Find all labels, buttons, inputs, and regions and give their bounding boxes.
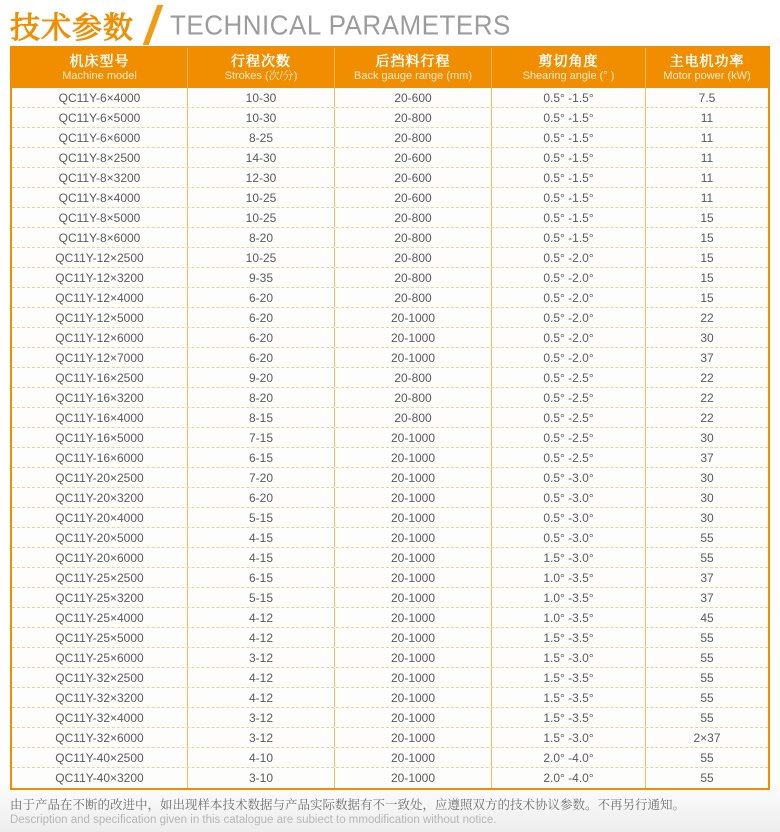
table-row: [12, 728, 768, 748]
cell-model: QC11Y-6×4000: [12, 88, 188, 107]
cell-strokes: 6-15: [188, 448, 335, 467]
cell-model: QC11Y-12×5000: [12, 308, 188, 327]
cell-model: QC11Y-8×4000: [12, 188, 188, 207]
cell-shearing-angle: 1.0° -3.5°: [492, 608, 646, 627]
cell-strokes: 6-20: [188, 488, 335, 507]
cell-back-gauge-range: 20-1000: [335, 628, 492, 647]
table-row: [12, 448, 768, 468]
cell-model: QC11Y-32×6000: [12, 728, 188, 747]
column-header-en: Strokes (次/分): [224, 70, 298, 82]
cell-strokes: 4-12: [188, 628, 335, 647]
cell-strokes: 12-30: [188, 168, 335, 187]
table-row: [12, 708, 768, 728]
cell-back-gauge-range: 20-1000: [335, 548, 492, 567]
table-row: [12, 608, 768, 628]
cell-shearing-angle: 2.0° -4.0°: [492, 748, 646, 767]
cell-strokes: 8-20: [188, 388, 335, 407]
table-row: [12, 408, 768, 428]
page-title-english: TECHNICAL PARAMETERS: [170, 8, 511, 41]
cell-back-gauge-range: 20-800: [335, 268, 492, 287]
cell-shearing-angle: 0.5° -3.0°: [492, 488, 646, 507]
cell-motor-power: 37: [700, 570, 714, 585]
cell-motor-power: 2×37: [693, 730, 721, 745]
column-header-zh: 机床型号: [69, 53, 130, 69]
cell-strokes: 6-20: [188, 308, 335, 327]
cell-model: QC11Y-8×2500: [12, 148, 188, 167]
table-row: [12, 128, 768, 148]
cell-strokes: 10-25: [188, 248, 335, 267]
cell-back-gauge-range: 20-1000: [335, 328, 492, 347]
cell-model: QC11Y-40×2500: [12, 748, 188, 767]
cell-model: QC11Y-25×4000: [12, 608, 188, 627]
page-title: [0, 0, 780, 46]
cell-shearing-angle: 1.5° -3.0°: [492, 728, 646, 747]
table-row: [12, 248, 768, 268]
cell-motor-power: 55: [700, 710, 714, 725]
cell-back-gauge-range: 20-1000: [335, 468, 492, 487]
cell-back-gauge-range: 20-1000: [335, 488, 492, 507]
column-header-en: Motor power (kW): [663, 70, 751, 82]
cell-strokes: 14-30: [188, 148, 335, 167]
cell-shearing-angle: 0.5° -2.0°: [492, 288, 646, 307]
cell-motor-power: 11: [700, 190, 714, 205]
cell-model: QC11Y-6×5000: [12, 108, 188, 127]
cell-motor-power: 30: [700, 330, 714, 345]
table-row: [12, 348, 768, 368]
cell-model: QC11Y-12×2500: [12, 248, 188, 267]
cell-back-gauge-range: 20-1000: [335, 708, 492, 727]
cell-strokes: 4-15: [188, 548, 335, 567]
table-row: [12, 328, 768, 348]
cell-strokes: 10-25: [188, 188, 335, 207]
footer-note-chinese: 由于产品在不断的改进中，如出现样本技术数据与产品实际数据有不一致处，应遵照双方的技术协议参数。不再另行通知。: [10, 798, 686, 812]
cell-shearing-angle: 1.5° -3.0°: [492, 548, 646, 567]
cell-strokes: 6-20: [188, 288, 335, 307]
cell-motor-power: 55: [700, 771, 714, 785]
cell-strokes: 7-15: [188, 428, 335, 447]
cell-model: QC11Y-25×6000: [12, 648, 188, 667]
cell-strokes: 5-15: [188, 588, 335, 607]
table-row: [12, 228, 768, 248]
cell-model: QC11Y-25×3200: [12, 588, 188, 607]
cell-back-gauge-range: 20-1000: [335, 508, 492, 527]
column-header-back-gauge-range: [335, 48, 492, 88]
cell-strokes: 9-20: [188, 368, 335, 387]
cell-back-gauge-range: 20-1000: [335, 448, 492, 467]
column-header-zh: 主电机功率: [669, 53, 745, 69]
cell-back-gauge-range: 20-600: [335, 188, 492, 207]
cell-model: QC11Y-12×3200: [12, 268, 188, 287]
cell-shearing-angle: 1.5° -3.0°: [492, 648, 646, 667]
cell-back-gauge-range: 20-1000: [335, 588, 492, 607]
cell-motor-power: 11: [700, 130, 714, 145]
slash-divider-icon: [143, 5, 164, 45]
cell-motor-power: 30: [700, 510, 714, 525]
cell-shearing-angle: 0.5° -2.0°: [492, 268, 646, 287]
cell-motor-power: 37: [700, 350, 714, 365]
cell-back-gauge-range: 20-600: [335, 168, 492, 187]
cell-strokes: 3-12: [188, 648, 335, 667]
cell-back-gauge-range: 20-800: [335, 128, 492, 147]
cell-strokes: 6-15: [188, 568, 335, 587]
table-row: [12, 308, 768, 328]
cell-strokes: 8-15: [188, 408, 335, 427]
cell-shearing-angle: 0.5° -3.0°: [492, 468, 646, 487]
cell-motor-power: 15: [700, 250, 714, 265]
cell-shearing-angle: 0.5° -2.5°: [492, 408, 646, 427]
footer-note: [0, 794, 780, 830]
cell-shearing-angle: 2.0° -4.0°: [492, 768, 646, 788]
cell-shearing-angle: 0.5° -1.5°: [492, 128, 646, 147]
cell-shearing-angle: 0.5° -2.0°: [492, 348, 646, 367]
cell-strokes: 7-20: [188, 468, 335, 487]
cell-back-gauge-range: 20-1000: [335, 428, 492, 447]
cell-motor-power: 45: [700, 610, 714, 625]
cell-shearing-angle: 1.5° -3.5°: [492, 628, 646, 647]
cell-model: QC11Y-20×6000: [12, 548, 188, 567]
cell-strokes: 5-15: [188, 508, 335, 527]
table-row: [12, 568, 768, 588]
cell-motor-power: 11: [700, 110, 714, 125]
cell-back-gauge-range: 20-1000: [335, 668, 492, 687]
cell-back-gauge-range: 20-800: [335, 248, 492, 267]
column-header-machine-model: [12, 48, 188, 88]
table-row: [12, 768, 768, 788]
cell-motor-power: 55: [700, 750, 714, 765]
cell-strokes: 4-12: [188, 608, 335, 627]
cell-motor-power: 15: [700, 290, 714, 305]
cell-back-gauge-range: 20-1000: [335, 748, 492, 767]
cell-model: QC11Y-20×2500: [12, 468, 188, 487]
table-row: [12, 748, 768, 768]
table-row: [12, 508, 768, 528]
cell-strokes: 10-30: [188, 108, 335, 127]
cell-model: QC11Y-25×5000: [12, 628, 188, 647]
table-row: [12, 588, 768, 608]
cell-model: QC11Y-6×6000: [12, 128, 188, 147]
cell-back-gauge-range: 20-1000: [335, 688, 492, 707]
table-body: [12, 88, 768, 788]
table-row: [12, 648, 768, 668]
cell-shearing-angle: 0.5° -3.0°: [492, 508, 646, 527]
column-header-shearing-angle: [492, 48, 646, 88]
table-row: [12, 428, 768, 448]
cell-motor-power: 55: [700, 670, 714, 685]
cell-motor-power: 55: [700, 630, 714, 645]
cell-shearing-angle: 0.5° -1.5°: [492, 208, 646, 227]
cell-shearing-angle: 0.5° -1.5°: [492, 88, 646, 107]
cell-shearing-angle: 0.5° -3.0°: [492, 528, 646, 547]
cell-back-gauge-range: 20-800: [335, 108, 492, 127]
cell-model: QC11Y-40×3200: [12, 768, 188, 788]
cell-shearing-angle: 0.5° -1.5°: [492, 188, 646, 207]
cell-shearing-angle: 0.5° -1.5°: [492, 108, 646, 127]
cell-strokes: 4-12: [188, 668, 335, 687]
cell-back-gauge-range: 20-800: [335, 228, 492, 247]
table-row: [12, 688, 768, 708]
table-row: [12, 368, 768, 388]
footer-note-english: Description and specification given in this catalogue are subiect to mmodification without notice.: [10, 814, 497, 826]
table-row: [12, 168, 768, 188]
cell-shearing-angle: 0.5° -2.5°: [492, 388, 646, 407]
cell-model: QC11Y-32×4000: [12, 708, 188, 727]
cell-strokes: 6-20: [188, 328, 335, 347]
cell-motor-power: 30: [700, 470, 714, 485]
cell-strokes: 9-35: [188, 268, 335, 287]
cell-strokes: 3-12: [188, 728, 335, 747]
cell-shearing-angle: 1.5° -3.5°: [492, 708, 646, 727]
cell-motor-power: 55: [700, 650, 714, 665]
cell-back-gauge-range: 20-1000: [335, 728, 492, 747]
table-row: [12, 188, 768, 208]
cell-back-gauge-range: 20-800: [335, 408, 492, 427]
table-row: [12, 268, 768, 288]
cell-shearing-angle: 0.5° -2.0°: [492, 328, 646, 347]
cell-shearing-angle: 1.5° -3.5°: [492, 668, 646, 687]
cell-model: QC11Y-8×6000: [12, 228, 188, 247]
column-header-en: Shearing angle (° ): [522, 70, 615, 82]
cell-motor-power: 37: [700, 450, 714, 465]
cell-shearing-angle: 1.0° -3.5°: [492, 568, 646, 587]
cell-model: QC11Y-20×3200: [12, 488, 188, 507]
table-row: [12, 388, 768, 408]
cell-motor-power: 30: [700, 490, 714, 505]
cell-model: QC11Y-16×4000: [12, 408, 188, 427]
column-header-motor-power: [646, 48, 768, 88]
cell-strokes: 10-30: [188, 88, 335, 107]
cell-model: QC11Y-25×2500: [12, 568, 188, 587]
cell-back-gauge-range: 20-800: [335, 208, 492, 227]
table-row: [12, 668, 768, 688]
cell-back-gauge-range: 20-1000: [335, 568, 492, 587]
cell-back-gauge-range: 20-600: [335, 148, 492, 167]
cell-back-gauge-range: 20-800: [335, 368, 492, 387]
cell-shearing-angle: 0.5° -2.0°: [492, 248, 646, 267]
cell-shearing-angle: 0.5° -1.5°: [492, 148, 646, 167]
table-row: [12, 148, 768, 168]
cell-shearing-angle: 1.0° -3.5°: [492, 588, 646, 607]
cell-motor-power: 22: [700, 310, 714, 325]
cell-strokes: 6-20: [188, 348, 335, 367]
cell-shearing-angle: 1.5° -3.5°: [492, 688, 646, 707]
cell-model: QC11Y-12×7000: [12, 348, 188, 367]
table-row: [12, 528, 768, 548]
cell-motor-power: 55: [700, 690, 714, 705]
cell-back-gauge-range: 20-1000: [335, 768, 492, 788]
cell-back-gauge-range: 20-1000: [335, 528, 492, 547]
table-row: [12, 108, 768, 128]
cell-model: QC11Y-16×5000: [12, 428, 188, 447]
cell-model: QC11Y-12×4000: [12, 288, 188, 307]
cell-motor-power: 30: [700, 430, 714, 445]
cell-strokes: 10-25: [188, 208, 335, 227]
column-header-en: Machine model: [62, 70, 137, 82]
table-row: [12, 208, 768, 228]
table-row: [12, 628, 768, 648]
cell-motor-power: 11: [700, 150, 714, 165]
cell-model: QC11Y-20×5000: [12, 528, 188, 547]
column-header-zh: 后挡料行程: [375, 53, 451, 69]
cell-back-gauge-range: 20-1000: [335, 308, 492, 327]
cell-back-gauge-range: 20-1000: [335, 648, 492, 667]
cell-motor-power: 15: [700, 230, 714, 245]
table-row: [12, 488, 768, 508]
cell-model: QC11Y-32×3200: [12, 688, 188, 707]
cell-shearing-angle: 0.5° -2.5°: [492, 448, 646, 467]
column-header-zh: 行程次数: [231, 53, 291, 69]
cell-strokes: 3-12: [188, 708, 335, 727]
cell-back-gauge-range: 20-1000: [335, 608, 492, 627]
table-header: [12, 48, 768, 88]
cell-shearing-angle: 0.5° -1.5°: [492, 168, 646, 187]
cell-model: QC11Y-16×6000: [12, 448, 188, 467]
cell-back-gauge-range: 20-600: [335, 88, 492, 107]
cell-model: QC11Y-16×3200: [12, 388, 188, 407]
cell-motor-power: 11: [700, 170, 714, 185]
cell-back-gauge-range: 20-800: [335, 288, 492, 307]
cell-model: QC11Y-20×4000: [12, 508, 188, 527]
cell-back-gauge-range: 20-800: [335, 388, 492, 407]
cell-model: QC11Y-8×5000: [12, 208, 188, 227]
cell-shearing-angle: 0.5° -1.5°: [492, 228, 646, 247]
cell-strokes: 4-12: [188, 688, 335, 707]
cell-motor-power: 37: [700, 590, 714, 605]
cell-motor-power: 22: [700, 410, 714, 425]
table-row: [12, 468, 768, 488]
cell-motor-power: 15: [700, 270, 714, 285]
cell-motor-power: 22: [700, 370, 714, 385]
cell-strokes: 4-15: [188, 528, 335, 547]
cell-shearing-angle: 0.5° -2.0°: [492, 308, 646, 327]
technical-parameters-table: [10, 46, 770, 790]
column-header-zh: 剪切角度: [538, 53, 599, 69]
column-header-strokes: [188, 48, 335, 88]
cell-model: QC11Y-8×3200: [12, 168, 188, 187]
table-row: [12, 548, 768, 568]
page-title-chinese: 技术参数: [10, 12, 134, 45]
table-row: [12, 88, 768, 108]
cell-model: QC11Y-16×2500: [12, 368, 188, 387]
cell-model: QC11Y-12×6000: [12, 328, 188, 347]
column-header-en: Back gauge range (mm): [354, 70, 472, 82]
cell-model: QC11Y-32×2500: [12, 668, 188, 687]
cell-strokes: 8-25: [188, 128, 335, 147]
cell-strokes: 8-20: [188, 228, 335, 247]
cell-strokes: 3-10: [188, 768, 335, 788]
cell-shearing-angle: 0.5° -2.5°: [492, 368, 646, 387]
cell-motor-power: 15: [700, 210, 714, 225]
cell-back-gauge-range: 20-1000: [335, 348, 492, 367]
cell-shearing-angle: 0.5° -2.5°: [492, 428, 646, 447]
cell-strokes: 4-10: [188, 748, 335, 767]
cell-motor-power: 55: [700, 550, 714, 565]
cell-motor-power: 55: [700, 530, 714, 545]
table-row: [12, 288, 768, 308]
cell-motor-power: 22: [700, 390, 714, 405]
cell-motor-power: 7.5: [698, 90, 716, 105]
